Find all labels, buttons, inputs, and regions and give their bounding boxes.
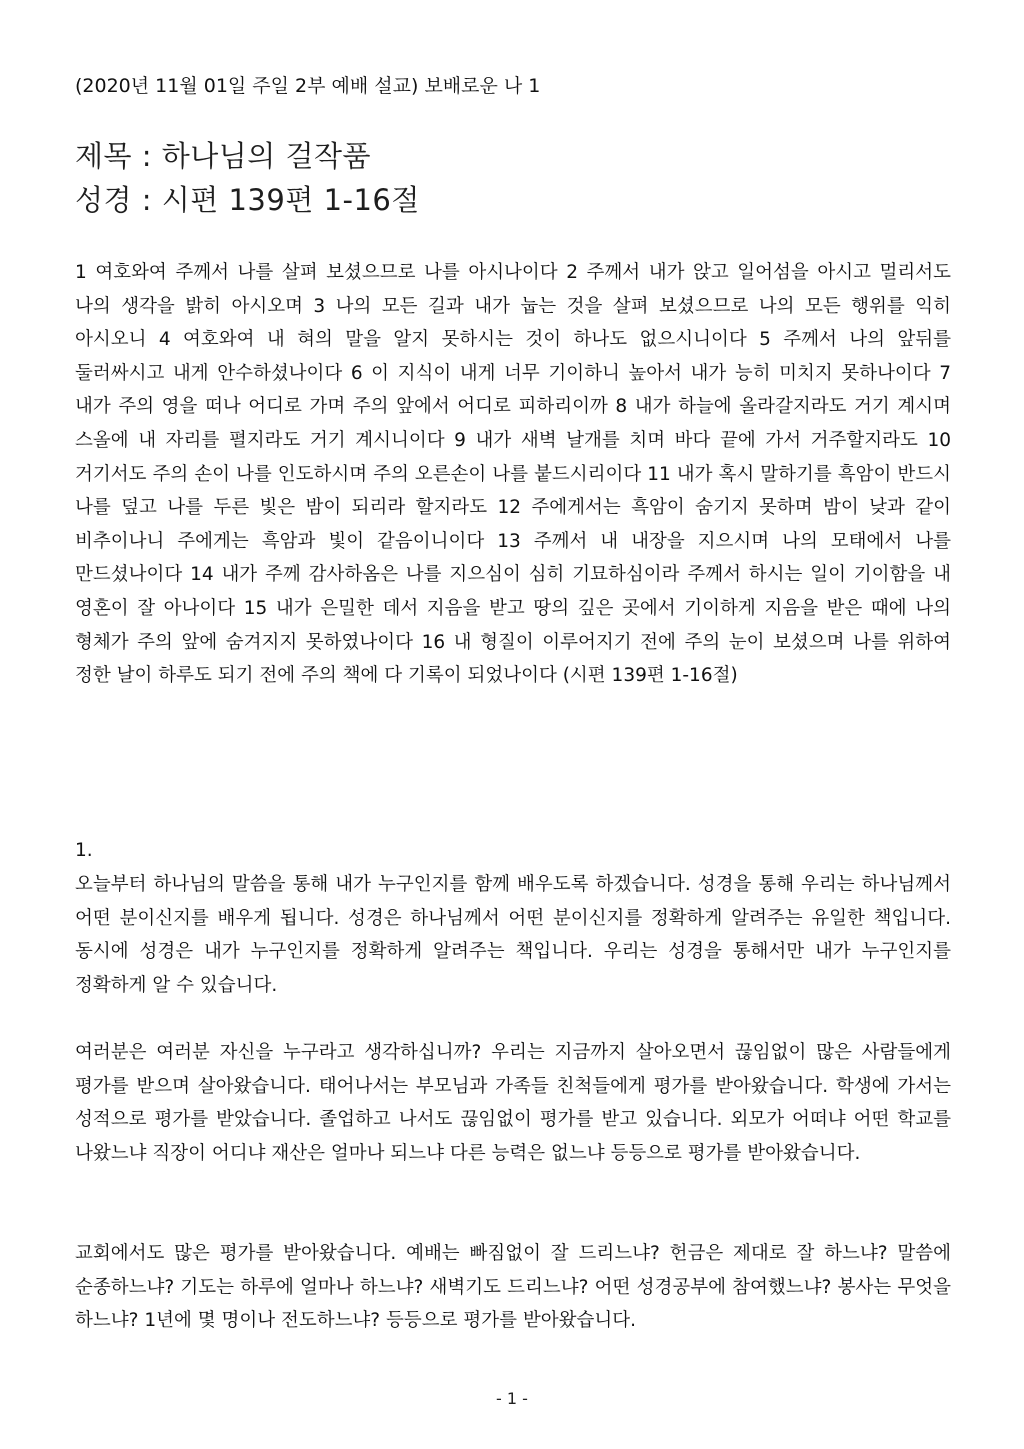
title-block bbox=[75, 134, 420, 222]
section-number: 1. bbox=[75, 840, 93, 861]
scripture-reference: 성경 : 시편 139편 1-16절 bbox=[75, 183, 420, 217]
sermon-title: 제목 : 하나님의 걸작품 bbox=[75, 139, 372, 173]
scripture-passage: 1 여호와여 주께서 나를 살펴 보셨으므로 나를 아시나이다 2 주께서 내가 앉고 일어섬을 아시고 멀리서도 나의 생각을 밝히 아시오며 3 나의 모든 길과 내가 눕는 것을 살펴 보셨으므로 나의 모든 행위를 익히 아시오니 4 여호와여 내 혀의 말을 알지 못하시는 것이 하나도 없으시니이다 5 주께서 나의 앞뒤를 둘러싸시고 내게 안수하셨나이다 6 이 지식이 내게 너무 기이하니 높아서 내가 능히 미치지 못하나이다 7 내가 주의 영을 떠나 어디로 가며 주의 앞에서 어디로 피하리이까 8 내가 하늘에 올라갈지라도 거기 계시며 스올에 내 자리를 펼지라도 거기 계시니이다 9 내가 새벽 날개를 치며 바다 끝에 가서 거주할지라도 10 거기서도 주의 손이 나를 인도하시며 주의 오른손이 나를 붙드시리이다 11 내가 혹시 말하기를 흑암이 반드시 나를 덮고 나를 두른 빛은 밤이 되리라 할지라도 12 주에게서는 흑암이 숨기지 못하며 밤이 낮과 같이 비추이나니 주에게는 흑암과 빛이 같음이니이다 13 주께서 내 내장을 지으시며 나의 모태에서 나를 만드셨나이다 14 내가 주께 감사하옴은 나를 지으심이 심히 기묘하심이라 주께서 하시는 일이 기이함을 내 영혼이 잘 아나이다 15 내가 은밀한 데서 지음을 받고 땅의 깊은 곳에서 기이하게 지음을 받은 때에 나의 형체가 주의 앞에 숨겨지지 못하였나이다 16 내 형질이 이루어지기 전에 주의 눈이 보셨으며 나를 위하여 정한 날이 하루도 되기 전에 주의 책에 다 기록이 되었나이다 (시편 139편 1-16절) bbox=[75, 262, 951, 687]
sermon-paragraph: 교회에서도 많은 평가를 받아왔습니다. 예배는 빠짐없이 잘 드리느냐? 헌금은 제대로 잘 하느냐? 말씀에 순종하느냐? 기도는 하루에 얼마나 하느냐? 새벽기도 드리느냐? 어떤 성경공부에 참여했느냐? 봉사는 무엇을 하느냐? 1년에 몇 명이나 전도하느냐? 등등으로 평가를 받아왔습니다. bbox=[75, 1243, 951, 1332]
sermon-paragraph: 여러분은 여러분 자신을 누구라고 생각하십니까? 우리는 지금까지 살아오면서 끊임없이 많은 사람들에게 평가를 받으며 살아왔습니다. 태어나서는 부모님과 가족들 친척들에게 평가를 받아왔습니다. 학생에 가서는 성적으로 평가를 받았습니다. 졸업하고 나서도 끊임없이 평가를 받고 있습니다. 외모가 어떠냐 어떤 학교를 나왔느냐 직장이 어디냐 재산은 얼마나 되느냐 다른 능력은 없느냐 등등으로 평가를 받아왔습니다. bbox=[75, 1042, 951, 1164]
service-header: (2020년 11월 01일 주일 2부 예배 설교) 보배로운 나 1 bbox=[75, 75, 541, 97]
page-number: - 1 - bbox=[496, 1389, 528, 1408]
sermon-paragraph: 오늘부터 하나님의 말씀을 통해 내가 누구인지를 함께 배우도록 하겠습니다. 성경을 통해 우리는 하나님께서 어떤 분이신지를 배우게 됩니다. 성경은 하나님께서 어떤 분이신지를 정확하게 알려주는 유일한 책입니다. 동시에 성경은 내가 누구인지를 정확하게 알려주는 책입니다. 우리는 성경을 통해서만 내가 누구인지를 정확하게 알 수 있습니다. bbox=[75, 874, 951, 996]
